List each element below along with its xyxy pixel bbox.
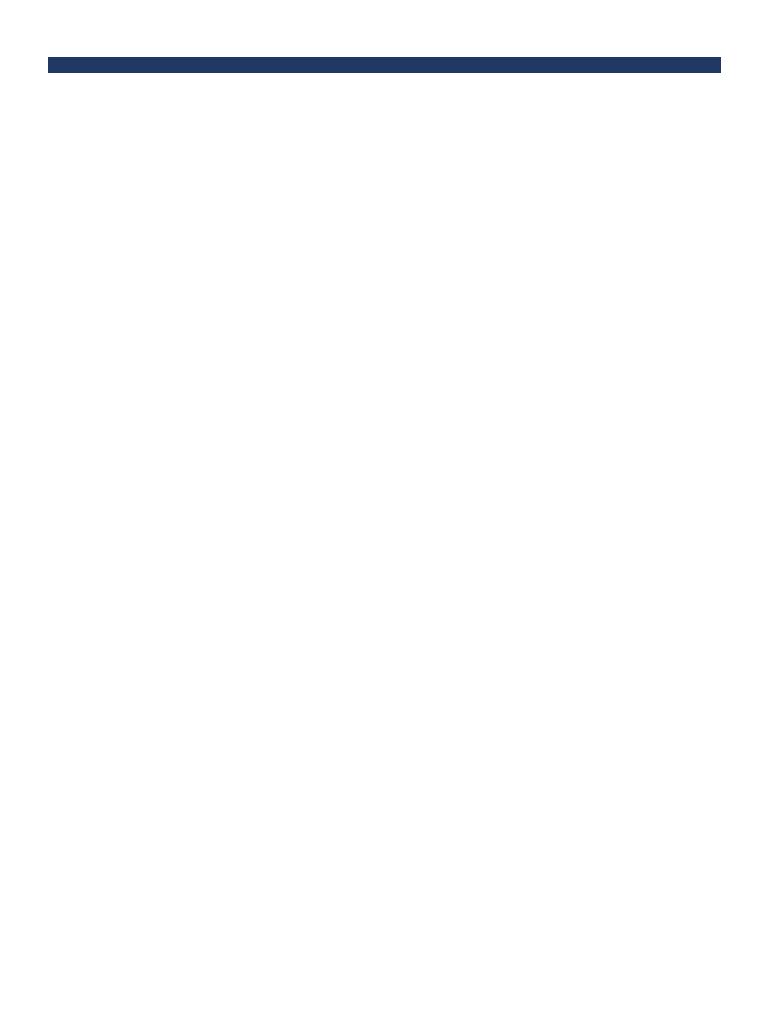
page-title [48, 57, 721, 73]
reset-sheet [78, 644, 692, 1024]
